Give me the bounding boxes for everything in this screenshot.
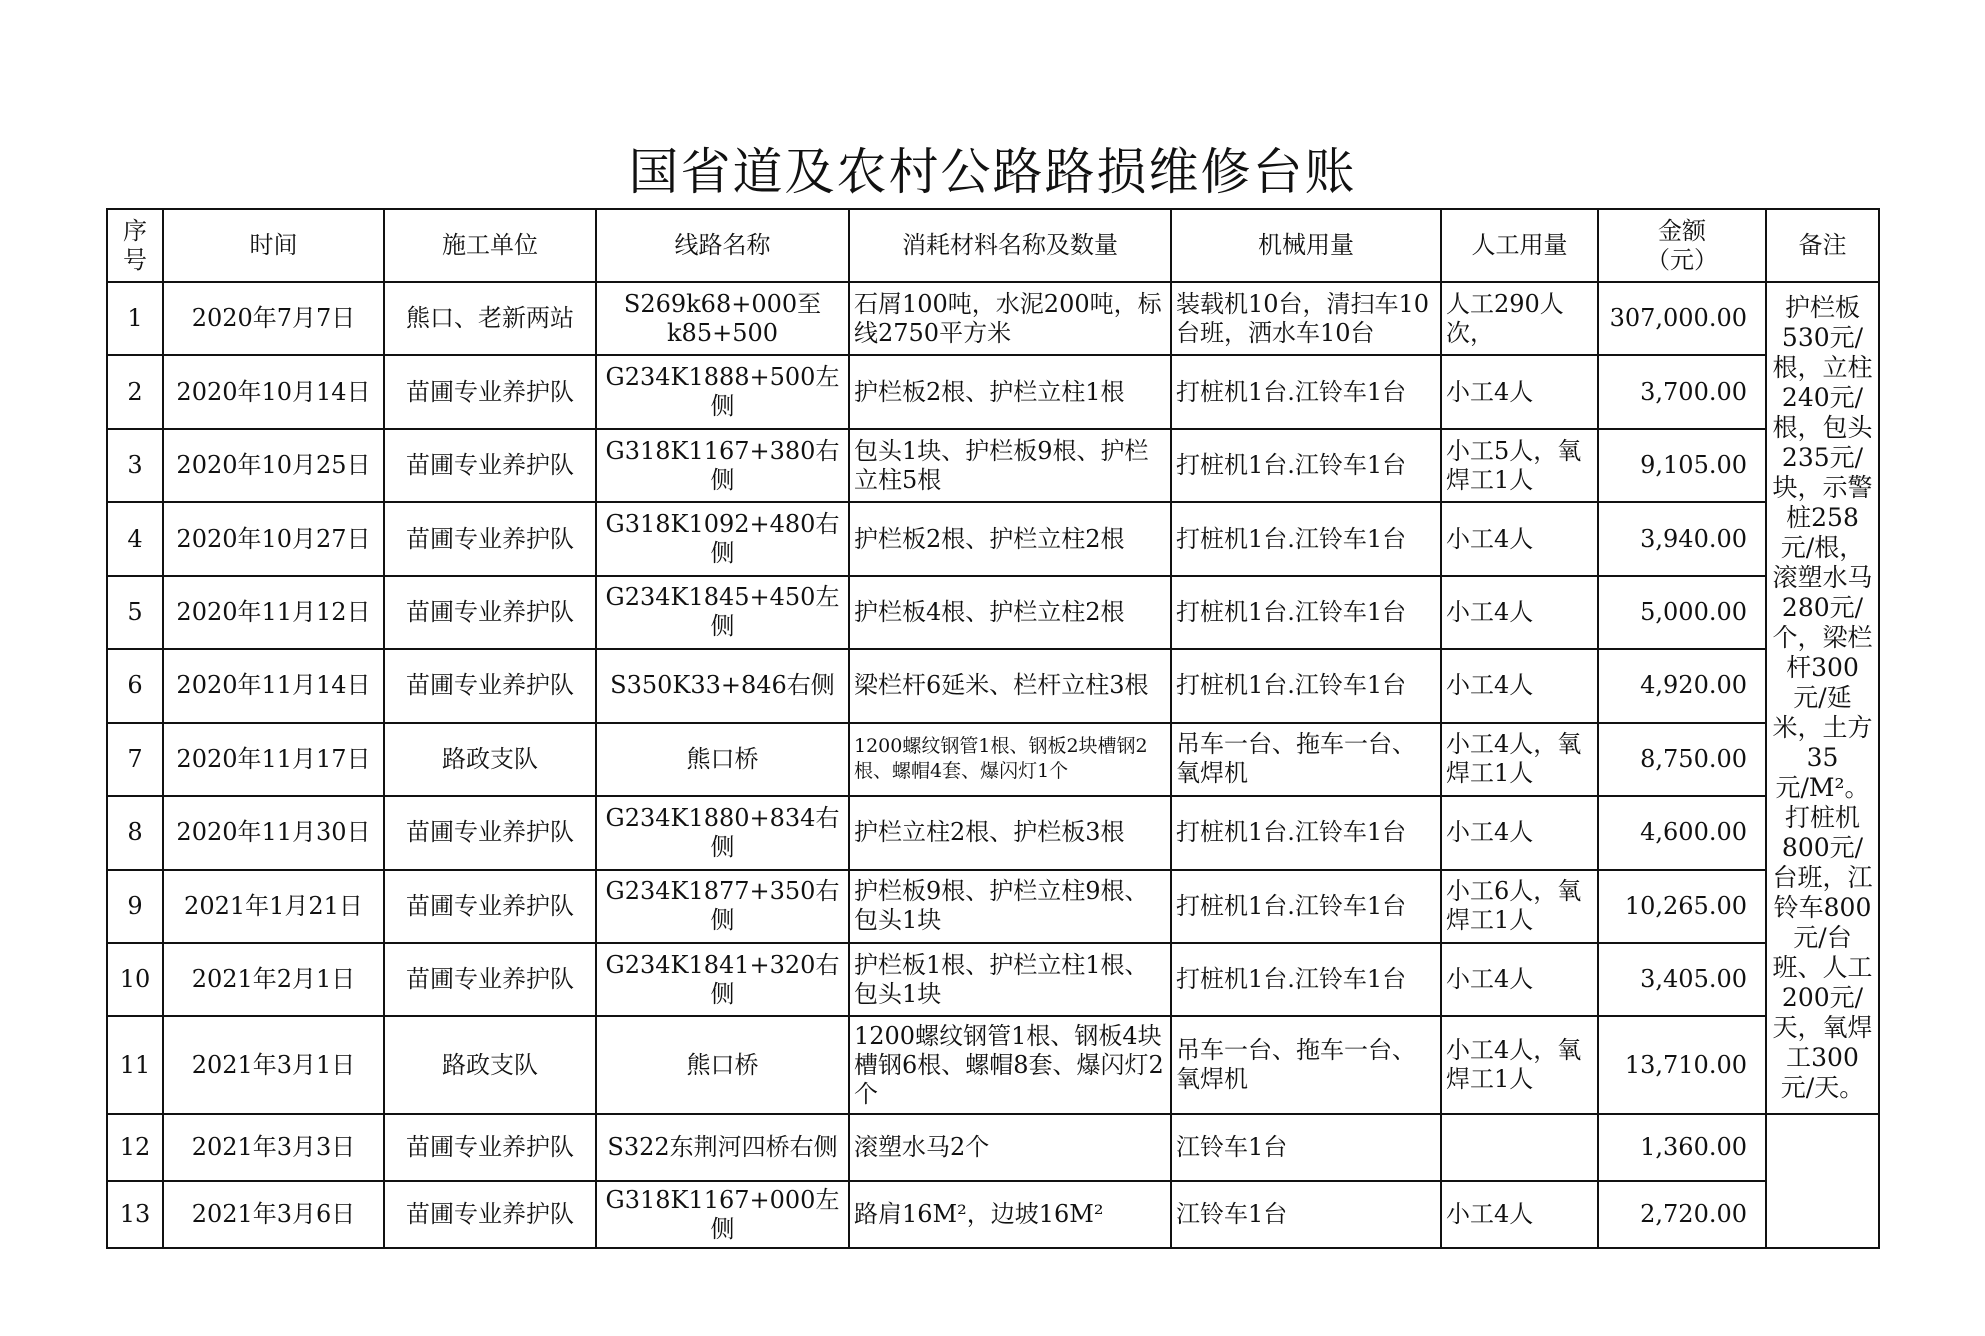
cell-time: 2021年3月3日 [163,1114,384,1181]
cell-seq: 11 [107,1016,163,1114]
cell-route: S269k68+000至k85+500 [596,282,849,355]
cell-machinery: 江铃车1台 [1171,1114,1441,1181]
cell-amount: 9,105.00 [1598,429,1766,502]
table-row [107,1016,1879,1114]
cell-amount: 1,360.00 [1598,1114,1766,1181]
remark-cell: 护栏板530元/根，立柱240元/根，包头235元/块，示警桩258元/根，滚塑水马280元/个，梁栏杆300元/延米，土方35元/M²。打桩机800元/台班，江铃车800元/台班、人工200元/天，氧焊工300元/天。 [1766,282,1879,1114]
page-title: 国省道及农村公路路损维修台账 [628,143,1357,201]
cell-time: 2020年11月17日 [163,723,384,796]
header-unit: 施工单位 [384,209,596,282]
cell-time: 2020年10月25日 [163,429,384,502]
cell-seq: 8 [107,796,163,869]
cell-route: G234K1880+834右侧 [596,796,849,869]
table-row [107,429,1879,502]
cell-time: 2021年2月1日 [163,943,384,1016]
cell-seq: 6 [107,649,163,722]
cell-labor: 小工4人，氧焊工1人 [1441,723,1598,796]
cell-materials: 路肩16M²，边坡16M² [849,1181,1171,1248]
cell-amount: 3,405.00 [1598,943,1766,1016]
cell-seq: 1 [107,282,163,355]
repair-ledger-table [106,208,1880,1249]
cell-seq: 4 [107,502,163,575]
cell-machinery: 装载机10台，清扫车10台班，洒水车10台 [1171,282,1441,355]
cell-route: S322东荆河四桥右侧 [596,1114,849,1181]
header-amount-line2: （元） [1646,245,1718,274]
header-seq-line2: 号 [123,245,147,274]
cell-labor: 小工4人 [1441,1181,1598,1248]
cell-amount: 10,265.00 [1598,870,1766,943]
cell-route: G234K1877+350右侧 [596,870,849,943]
cell-materials: 护栏板2根、护栏立柱1根 [849,355,1171,428]
cell-seq: 10 [107,943,163,1016]
cell-route: G318K1167+380右侧 [596,429,849,502]
table-row [107,355,1879,428]
ledger-body [107,282,1879,1248]
header-amount [1598,209,1766,282]
remark-cell-empty [1766,1114,1879,1248]
header-materials: 消耗材料名称及数量 [849,209,1171,282]
cell-amount: 307,000.00 [1598,282,1766,355]
cell-labor: 小工4人，氧焊工1人 [1441,1016,1598,1114]
cell-materials: 1200螺纹钢管1根、钢板4块槽钢6根、螺帽8套、爆闪灯2个 [849,1016,1171,1114]
cell-route: 熊口桥 [596,723,849,796]
cell-amount: 13,710.00 [1598,1016,1766,1114]
cell-time: 2021年1月21日 [163,870,384,943]
cell-labor: 小工4人 [1441,649,1598,722]
cell-materials: 包头1块、护栏板9根、护栏立柱5根 [849,429,1171,502]
cell-machinery: 打桩机1台.江铃车1台 [1171,429,1441,502]
cell-seq: 7 [107,723,163,796]
header-amount-line1: 金额 [1658,216,1706,245]
cell-labor [1441,1114,1598,1181]
cell-time: 2020年10月14日 [163,355,384,428]
header-labor: 人工用量 [1441,209,1598,282]
cell-unit: 路政支队 [384,723,596,796]
cell-labor: 小工4人 [1441,502,1598,575]
cell-labor: 小工4人 [1441,355,1598,428]
cell-labor: 小工4人 [1441,796,1598,869]
cell-materials: 护栏板9根、护栏立柱9根、包头1块 [849,870,1171,943]
cell-amount: 2,720.00 [1598,1181,1766,1248]
cell-time: 2021年3月6日 [163,1181,384,1248]
cell-unit: 路政支队 [384,1016,596,1114]
cell-materials: 石屑100吨，水泥200吨，标线2750平方米 [849,282,1171,355]
cell-materials: 1200螺纹钢管1根、钢板2块槽钢2根、螺帽4套、爆闪灯1个 [849,723,1171,796]
cell-machinery: 吊车一台、拖车一台、氧焊机 [1171,1016,1441,1114]
cell-machinery: 打桩机1台.江铃车1台 [1171,576,1441,649]
cell-unit: 苗圃专业养护队 [384,576,596,649]
table-row [107,1181,1879,1248]
table-row [107,282,1879,355]
cell-materials: 护栏板4根、护栏立柱2根 [849,576,1171,649]
cell-unit: 苗圃专业养护队 [384,796,596,869]
cell-machinery: 打桩机1台.江铃车1台 [1171,355,1441,428]
cell-amount: 3,940.00 [1598,502,1766,575]
header-row [107,209,1879,282]
cell-machinery: 打桩机1台.江铃车1台 [1171,943,1441,1016]
table-row [107,502,1879,575]
cell-machinery: 打桩机1台.江铃车1台 [1171,649,1441,722]
cell-time: 2020年10月27日 [163,502,384,575]
cell-unit: 熊口、老新两站 [384,282,596,355]
cell-time: 2020年11月12日 [163,576,384,649]
cell-unit: 苗圃专业养护队 [384,943,596,1016]
cell-machinery: 吊车一台、拖车一台、氧焊机 [1171,723,1441,796]
table-row [107,576,1879,649]
table-row [107,1114,1879,1181]
cell-route: G318K1167+000左侧 [596,1181,849,1248]
cell-machinery: 打桩机1台.江铃车1台 [1171,870,1441,943]
header-remark: 备注 [1766,209,1879,282]
cell-seq: 3 [107,429,163,502]
cell-labor: 小工6人，氧焊工1人 [1441,870,1598,943]
cell-seq: 2 [107,355,163,428]
cell-materials: 护栏立柱2根、护栏板3根 [849,796,1171,869]
cell-time: 2021年3月1日 [163,1016,384,1114]
cell-labor: 小工5人，氧焊工1人 [1441,429,1598,502]
header-seq [107,209,163,282]
cell-route: G318K1092+480右侧 [596,502,849,575]
table-row [107,649,1879,722]
cell-time: 2020年11月14日 [163,649,384,722]
cell-materials: 梁栏杆6延米、栏杆立柱3根 [849,649,1171,722]
cell-seq: 9 [107,870,163,943]
header-machinery: 机械用量 [1171,209,1441,282]
cell-amount: 5,000.00 [1598,576,1766,649]
cell-machinery: 打桩机1台.江铃车1台 [1171,502,1441,575]
cell-amount: 4,600.00 [1598,796,1766,869]
cell-seq: 5 [107,576,163,649]
cell-labor: 小工4人 [1441,576,1598,649]
cell-materials: 护栏板1根、护栏立柱1根、包头1块 [849,943,1171,1016]
cell-amount: 8,750.00 [1598,723,1766,796]
cell-amount: 4,920.00 [1598,649,1766,722]
cell-unit: 苗圃专业养护队 [384,1181,596,1248]
header-route: 线路名称 [596,209,849,282]
cell-unit: 苗圃专业养护队 [384,1114,596,1181]
cell-time: 2020年11月30日 [163,796,384,869]
cell-unit: 苗圃专业养护队 [384,429,596,502]
cell-route: G234K1888+500左侧 [596,355,849,428]
cell-machinery: 打桩机1台.江铃车1台 [1171,796,1441,869]
cell-route: 熊口桥 [596,1016,849,1114]
cell-labor: 人工290人次， [1441,282,1598,355]
cell-time: 2020年7月7日 [163,282,384,355]
table-row [107,723,1879,796]
table-row [107,870,1879,943]
header-seq-line1: 序 [123,216,147,245]
cell-seq: 12 [107,1114,163,1181]
cell-route: G234K1845+450左侧 [596,576,849,649]
cell-materials: 滚塑水马2个 [849,1114,1171,1181]
cell-seq: 13 [107,1181,163,1248]
cell-materials: 护栏板2根、护栏立柱2根 [849,502,1171,575]
table-row [107,796,1879,869]
cell-machinery: 江铃车1台 [1171,1181,1441,1248]
cell-unit: 苗圃专业养护队 [384,649,596,722]
cell-amount: 3,700.00 [1598,355,1766,428]
cell-unit: 苗圃专业养护队 [384,502,596,575]
cell-labor: 小工4人 [1441,943,1598,1016]
cell-route: S350K33+846右侧 [596,649,849,722]
cell-unit: 苗圃专业养护队 [384,355,596,428]
cell-unit: 苗圃专业养护队 [384,870,596,943]
header-time: 时间 [163,209,384,282]
cell-route: G234K1841+320右侧 [596,943,849,1016]
table-row [107,943,1879,1016]
